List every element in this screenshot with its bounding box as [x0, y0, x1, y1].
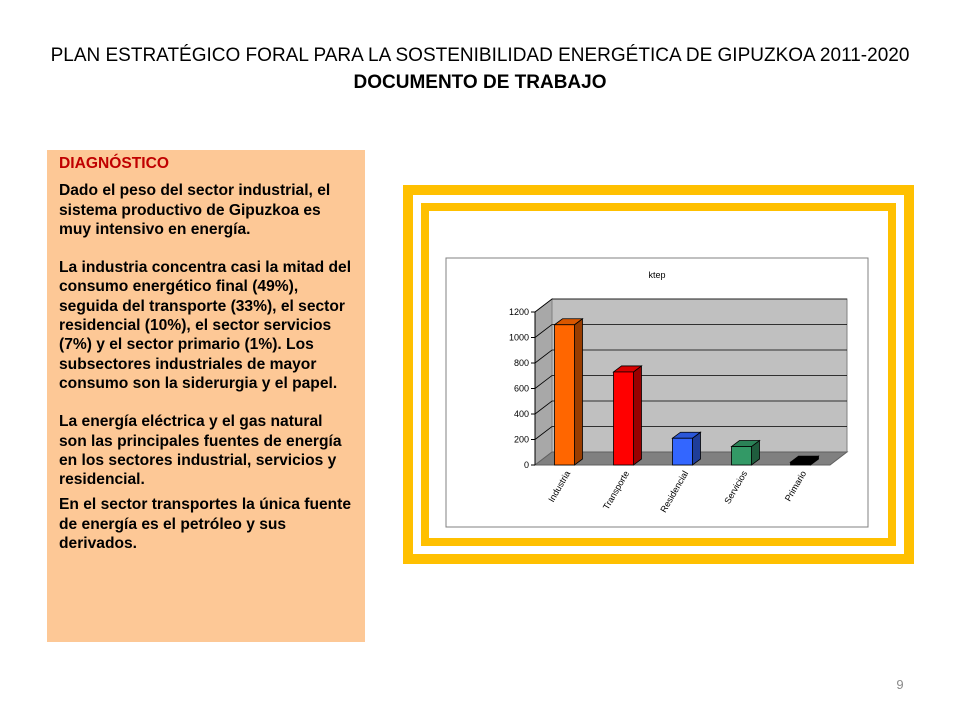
slide-title [0, 42, 960, 96]
x-tick-label: Residencial [658, 469, 691, 515]
title-main: PLAN ESTRATÉGICO FORAL PARA LA SOSTENIBILIDAD ENERGÉTICA DE GIPUZKOA 2011-2020 [50, 45, 910, 66]
page-number: 9 [896, 677, 904, 692]
consumption-bar-chart [445, 257, 869, 528]
y-tick-label: 200 [513, 434, 529, 445]
bar-transporte [614, 366, 642, 465]
bar-industria [555, 319, 583, 465]
chart-title: ktep [648, 270, 666, 280]
x-tick-label: Industria [546, 469, 573, 504]
bar-servicios [732, 441, 760, 465]
y-tick-label: 800 [513, 358, 529, 368]
diagnosis-paragraph-4: En el sector transportes la única fuente de energía es el petróleo y sus derivados. [59, 496, 352, 553]
bar-residencial [673, 432, 701, 465]
diagnosis-paragraph-3: La energía eléctrica y el gas natural son las principales fuentes de energía en los sectores industrial, servicios y residencial. [59, 413, 342, 489]
diagnosis-paragraph-1: Dado el peso del sector industrial, el sistema productivo de Gipuzkoa es muy intensivo en energía. [59, 182, 331, 238]
x-tick-label: Transporte [600, 469, 632, 512]
y-tick-label: 1000 [508, 332, 529, 343]
y-tick-label: 600 [513, 383, 529, 394]
diagnosis-heading: DIAGNÓSTICO [59, 155, 170, 172]
x-tick-label: Servicios [722, 469, 750, 506]
y-tick-label: 0 [523, 460, 529, 470]
y-tick-label: 400 [513, 409, 529, 419]
x-tick-label: Primario [782, 469, 809, 504]
diagnosis-paragraph-2: La industria concentra casi la mitad del consumo energético final (49%), seguida del transporte (33%), el sector residencial (10%), el sector servicios (7%) y el sector primario (1%). Los subsectores industriales de mayor consumo son la siderurgia y el papel. [59, 259, 352, 392]
diagnosis-textbox [47, 150, 365, 642]
title-subtitle: DOCUMENTO DE TRABAJO [353, 72, 607, 93]
y-tick-label: 1200 [508, 307, 529, 317]
